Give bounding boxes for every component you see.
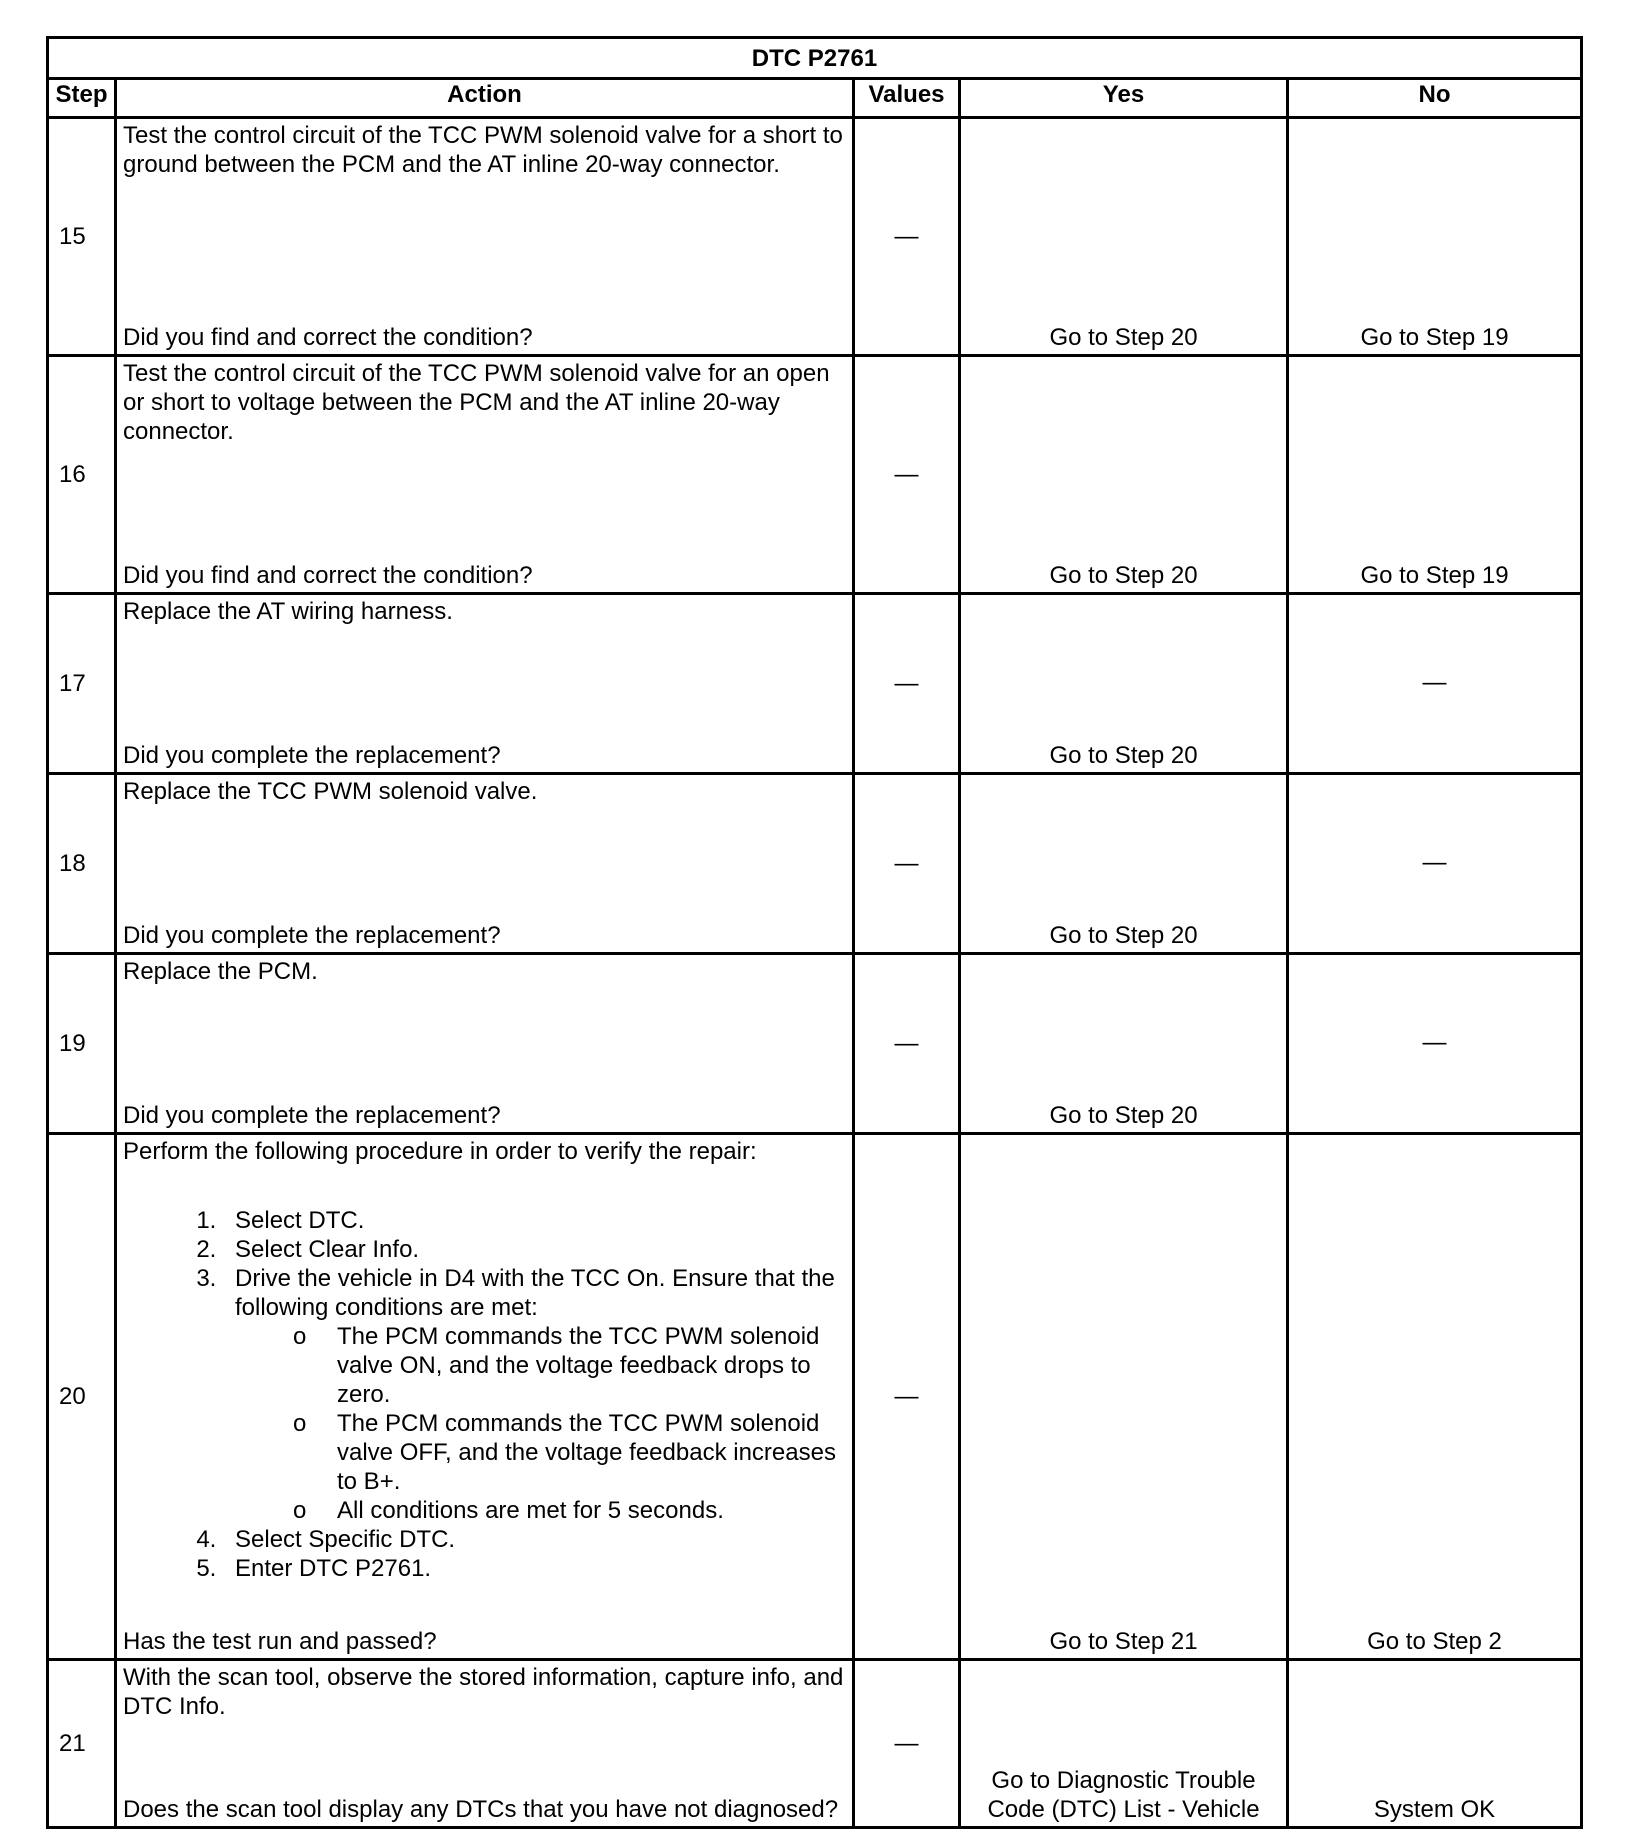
no-cell: Go to Step 2 xyxy=(1288,1134,1582,1660)
action-text: With the scan tool, observe the stored information, capture info, and DTC Info. xyxy=(123,1664,844,1720)
list-item: o All conditions are met for 5 seconds. xyxy=(293,1496,846,1525)
header-yes: Yes xyxy=(960,79,1288,118)
procedure-list xyxy=(123,1206,846,1583)
values-cell: — xyxy=(854,774,960,954)
action-text: Replace the TCC PWM solenoid valve. xyxy=(123,778,538,805)
no-cell: System OK xyxy=(1288,1660,1582,1828)
action-text: Replace the AT wiring harness. xyxy=(123,598,453,625)
values-cell: — xyxy=(854,954,960,1134)
action-cell xyxy=(116,1660,854,1828)
action-question: Did you find and correct the condition? xyxy=(123,324,533,351)
condition-list xyxy=(235,1322,846,1525)
action-text: Replace the PCM. xyxy=(123,958,318,985)
action-cell xyxy=(116,954,854,1134)
step-number: 20 xyxy=(48,1134,116,1660)
table-row xyxy=(48,356,1582,594)
no-cell: — xyxy=(1288,594,1582,774)
yes-cell: Go to Step 20 xyxy=(960,118,1288,356)
action-text: Test the control circuit of the TCC PWM solenoid valve for an open or short to voltage between the PCM and the AT inline 20-way connector. xyxy=(123,360,830,445)
yes-cell: Go to Step 20 xyxy=(960,356,1288,594)
yes-cell: Go to Step 20 xyxy=(960,594,1288,774)
header-action: Action xyxy=(116,79,854,118)
dtc-table xyxy=(46,36,1583,1829)
action-cell xyxy=(116,356,854,594)
step-number: 15 xyxy=(48,118,116,356)
action-question: Does the scan tool display any DTCs that you have not diagnosed? xyxy=(123,1796,839,1823)
list-item: 1. Select DTC. xyxy=(223,1206,846,1235)
header-values: Values xyxy=(854,79,960,118)
list-item: 5. Enter DTC P2761. xyxy=(223,1554,846,1583)
yes-cell: Go to Diagnostic Trouble Code (DTC) List - Vehicle xyxy=(960,1660,1288,1828)
no-cell: Go to Step 19 xyxy=(1288,118,1582,356)
action-cell xyxy=(116,774,854,954)
step-number: 19 xyxy=(48,954,116,1134)
list-item-text: Drive the vehicle in D4 with the TCC On. Ensure that the following conditions are met: xyxy=(235,1265,835,1321)
action-question: Has the test run and passed? xyxy=(123,1628,437,1655)
header-step: Step xyxy=(48,79,116,118)
list-item: o The PCM commands the TCC PWM solenoid valve ON, and the voltage feedback drops to zero. xyxy=(293,1322,846,1409)
values-cell: — xyxy=(854,594,960,774)
step-number: 17 xyxy=(48,594,116,774)
action-question: Did you complete the replacement? xyxy=(123,922,501,949)
action-cell xyxy=(116,594,854,774)
step-number: 18 xyxy=(48,774,116,954)
table-row xyxy=(48,1134,1582,1660)
yes-cell: Go to Step 20 xyxy=(960,774,1288,954)
action-question: Did you find and correct the condition? xyxy=(123,562,533,589)
table-row xyxy=(48,594,1582,774)
step-number: 16 xyxy=(48,356,116,594)
values-cell: — xyxy=(854,1134,960,1660)
step-number: 21 xyxy=(48,1660,116,1828)
header-no: No xyxy=(1288,79,1582,118)
action-question: Did you complete the replacement? xyxy=(123,742,501,769)
list-item xyxy=(223,1264,846,1525)
no-cell: — xyxy=(1288,774,1582,954)
no-cell: — xyxy=(1288,954,1582,1134)
table-row xyxy=(48,954,1582,1134)
yes-cell: Go to Step 20 xyxy=(960,954,1288,1134)
yes-cell: Go to Step 21 xyxy=(960,1134,1288,1660)
header-row xyxy=(48,79,1582,118)
list-item: 2. Select Clear Info. xyxy=(223,1235,846,1264)
action-text: Test the control circuit of the TCC PWM solenoid valve for a short to ground between the PCM and the AT inline 20-way connector. xyxy=(123,122,843,178)
values-cell: — xyxy=(854,118,960,356)
table-row xyxy=(48,1660,1582,1828)
dtc-table-sheet xyxy=(46,36,1580,1829)
action-cell xyxy=(116,118,854,356)
list-item: o The PCM commands the TCC PWM solenoid valve OFF, and the voltage feedback increases to B+. xyxy=(293,1409,846,1496)
table-row xyxy=(48,118,1582,356)
action-question: Did you complete the replacement? xyxy=(123,1102,501,1129)
values-cell: — xyxy=(854,1660,960,1828)
table-row xyxy=(48,774,1582,954)
values-cell: — xyxy=(854,356,960,594)
action-cell xyxy=(116,1134,854,1660)
no-cell: Go to Step 19 xyxy=(1288,356,1582,594)
table-title: DTC P2761 xyxy=(48,38,1582,79)
action-text: Perform the following procedure in order to verify the repair: xyxy=(123,1138,757,1165)
list-item: 4. Select Specific DTC. xyxy=(223,1525,846,1554)
